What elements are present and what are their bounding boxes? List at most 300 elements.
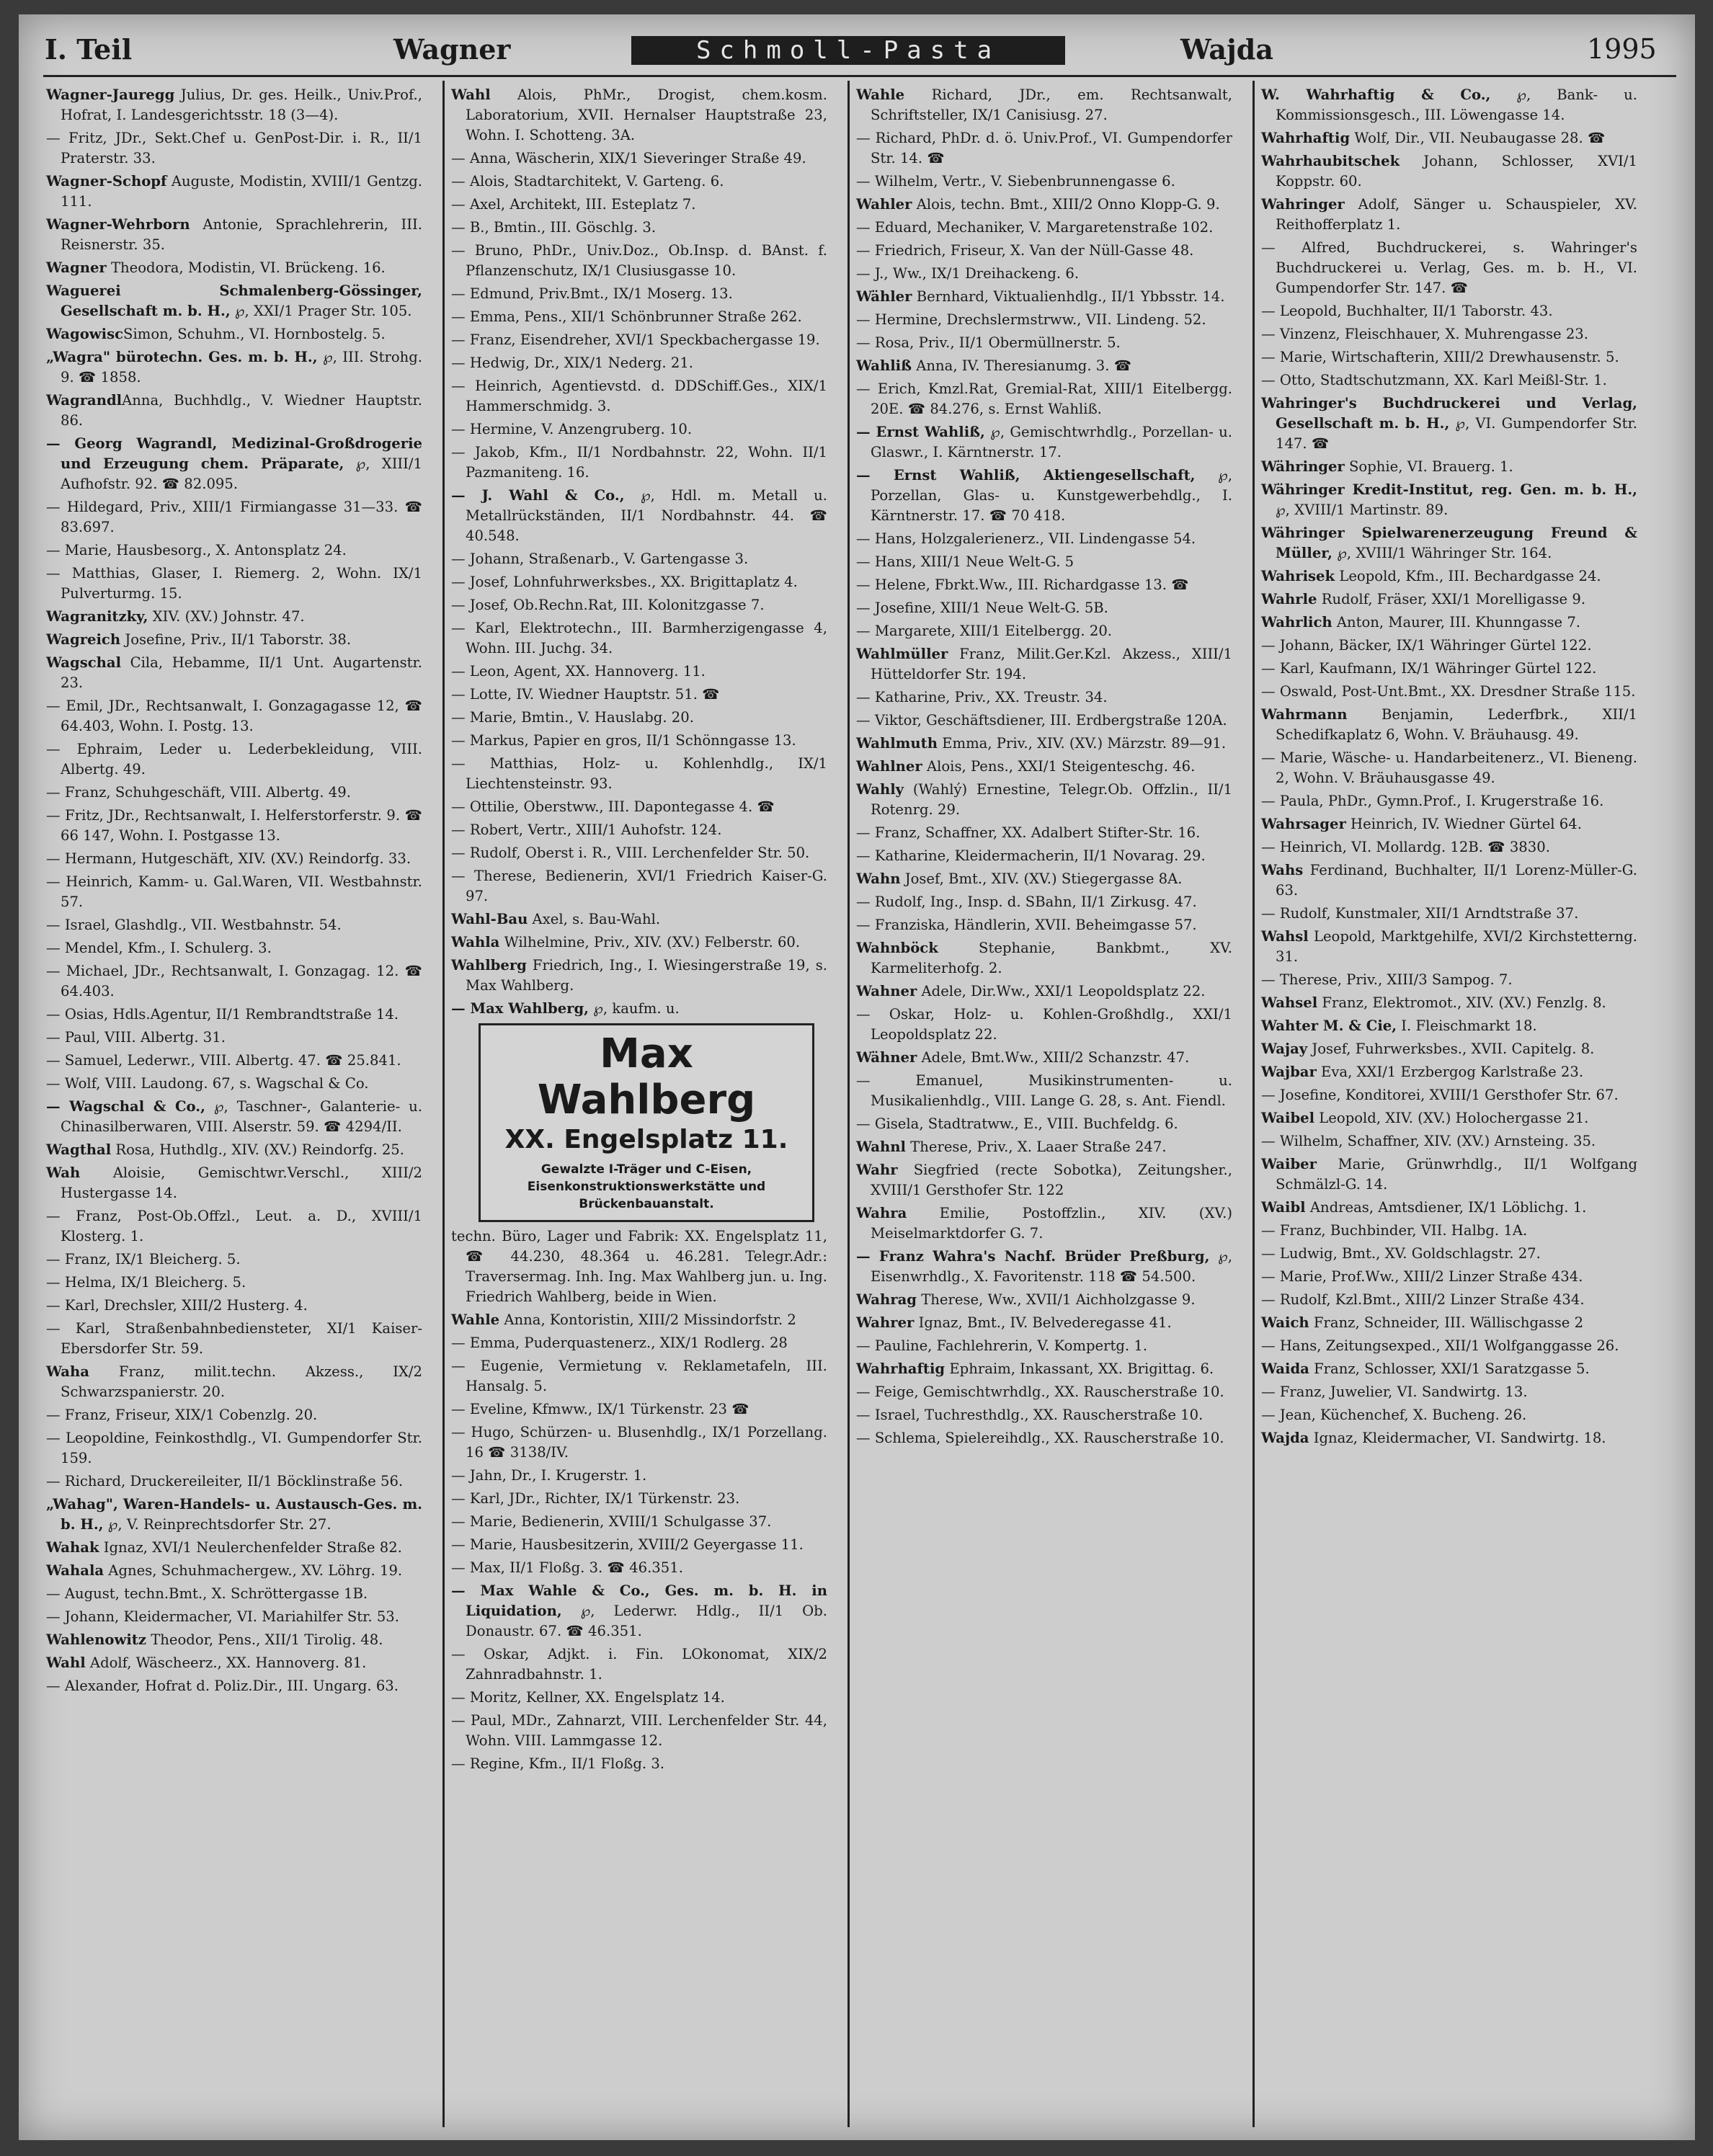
- directory-entry: [45, 1494, 425, 1535]
- directory-entry: [45, 1097, 425, 1137]
- directory-entry: [450, 797, 830, 817]
- entry-details: ℘, XIII/1 Aufhofstr. 92. ☎ 82.095.: [61, 455, 422, 492]
- entry-name: Wahala: [46, 1562, 104, 1579]
- directory-entry: [1260, 1405, 1640, 1425]
- directory-entry: [450, 932, 830, 953]
- entry-details: — Marie, Bedienerin, XVIII/1 Schulgasse 37.: [451, 1513, 772, 1530]
- entry-name: Waiber: [1261, 1156, 1317, 1172]
- advertisement-title: Max Wahlberg: [537, 1030, 756, 1123]
- entry-name: Wahlmuth: [856, 735, 938, 752]
- entry-name: Wagreich: [46, 631, 121, 648]
- directory-entry: [450, 572, 830, 592]
- entry-name: Wahringer's Buchdruckerei und Verlag, Gesellschaft m. b. H.,: [1261, 395, 1637, 432]
- entry-name: — Ernst Wahliß,: [856, 424, 985, 440]
- directory-entry: [855, 892, 1235, 912]
- directory-entry: [450, 909, 830, 930]
- directory-entry: [45, 1653, 425, 1673]
- entry-details: — August, techn.Bmt., X. Schröttergasse 1B.: [46, 1585, 368, 1602]
- entry-name: Wahnl: [856, 1139, 906, 1155]
- entry-details: ℘, Eisenwrhdlg., X. Favoritenstr. 118 ☎ 54.500.: [871, 1248, 1233, 1285]
- entry-details: Ephraim, Inkassant, XX. Brigittag. 6.: [945, 1360, 1214, 1377]
- directory-entry: [855, 1428, 1235, 1448]
- entry-name: Wahsl: [1261, 928, 1309, 945]
- directory-entry: [45, 215, 425, 255]
- entry-details: Cila, Hebamme, II/1 Unt. Augartenstr. 23.: [61, 654, 422, 691]
- directory-entry: [45, 347, 425, 388]
- entry-details: — Marie, Hausbesitzerin, XVIII/2 Geyergasse 11.: [451, 1536, 804, 1553]
- entry-name: Wahrer: [856, 1314, 915, 1331]
- directory-entry: [855, 333, 1235, 353]
- directory-entry: [45, 938, 425, 958]
- directory-entry: [45, 258, 425, 278]
- directory-entry: [45, 1296, 425, 1316]
- directory-entry: [450, 549, 830, 569]
- entry-details: — Markus, Papier en gros, II/1 Schönngasse 13.: [451, 732, 796, 749]
- directory-entry: [45, 806, 425, 846]
- entry-details: ℘, Hdl. m. Metall u. Metallrückständen, II/1 Nordbahnstr. 44. ☎ 40.548.: [466, 487, 828, 544]
- entry-details: Marie, Grünwrhdlg., II/1 Wolfgang Schmälzl-G. 14.: [1276, 1156, 1637, 1193]
- directory-entry: [45, 1140, 425, 1160]
- directory-entry: [855, 1114, 1235, 1134]
- part-label: I. Teil: [45, 33, 133, 66]
- directory-entry: [450, 956, 830, 996]
- entry-details: — Rosa, Priv., II/1 Obermüllnerstr. 5.: [856, 334, 1121, 351]
- entry-details: Johann, Schlosser, XVI/1 Koppstr. 60.: [1276, 153, 1637, 190]
- entry-details: — Katharine, Kleidermacherin, II/1 Novarag. 29.: [856, 847, 1206, 864]
- advertisement-description: Gewalzte I-Träger und C-Eisen, Eisenkonstruktionswerkstätte und Brückenbauanstalt.: [527, 1162, 766, 1211]
- entry-details: — Helma, IX/1 Bleicherg. 5.: [46, 1274, 246, 1291]
- entry-details: — Vinzenz, Fleischhauer, X. Muhrengasse 23.: [1261, 326, 1588, 342]
- directory-entry: [450, 1356, 830, 1396]
- directory-entry: [450, 731, 830, 751]
- entry-details: Axel, s. Bau-Wahl.: [528, 911, 661, 927]
- entry-details: — Oskar, Holz- u. Kohlen-Großhdlg., XXI/1 Leopoldsplatz 22.: [856, 1006, 1232, 1043]
- entry-details: — Edmund, Priv.Bmt., IX/1 Moserg. 13.: [451, 285, 733, 302]
- directory-entry: [45, 872, 425, 912]
- directory-entry: [45, 961, 425, 1002]
- directory-entry: [1260, 1039, 1640, 1059]
- directory-entry: [1260, 128, 1640, 148]
- entry-details: Theodor, Pens., XII/1 Tirolig. 48.: [146, 1631, 383, 1648]
- directory-entry: [1260, 301, 1640, 321]
- entry-details: — Hans, Holzgalerienerz., VII. Lindengasse 54.: [856, 530, 1196, 547]
- entry-details: — Anna, Wäscherin, XIX/1 Sieveringer Straße 49.: [451, 150, 806, 166]
- entry-details: — Eugenie, Vermietung v. Reklametafeln, III. Hansalg. 5.: [451, 1358, 827, 1394]
- directory-entry: [45, 172, 425, 212]
- entry-name: Waha: [46, 1363, 89, 1380]
- directory-entry: [450, 595, 830, 615]
- directory-entry: [45, 564, 425, 604]
- entry-details: Heinrich, IV. Wiedner Gürtel 64.: [1345, 816, 1582, 832]
- directory-entry: [1260, 1062, 1640, 1082]
- entry-details: — Margarete, XIII/1 Eitelbergg. 20.: [856, 623, 1113, 639]
- entry-details: Adolf, Sänger u. Schauspieler, XV. Reithofferplatz 1.: [1276, 196, 1637, 233]
- entry-details: Alois, Pens., XXI/1 Steigenteschg. 46.: [922, 758, 1196, 775]
- directory-entry: [1260, 1016, 1640, 1036]
- entry-name: Wagranitzky,: [46, 608, 148, 625]
- directory-entry: [450, 1310, 830, 1330]
- directory-entry: [855, 621, 1235, 641]
- entry-details: — Rudolf, Oberst i. R., VIII. Lerchenfelder Str. 50.: [451, 845, 810, 861]
- entry-details: — Wolf, VIII. Laudong. 67, s. Wagschal & Co.: [46, 1075, 369, 1092]
- entry-details: — Johann, Kleidermacher, VI. Mariahilfer Str. 53.: [46, 1608, 399, 1625]
- column-1: [45, 85, 425, 2130]
- entry-details: — Marie, Wirtschafterin, XIII/2 Drewhausenstr. 5.: [1261, 349, 1619, 365]
- directory-entry: [45, 1561, 425, 1581]
- entry-details: — Franz, Schaffner, XX. Adalbert Stifter-Str. 16.: [856, 824, 1201, 841]
- entry-details: — Hermine, Drechslermstrww., VII. Lindeng. 52.: [856, 311, 1206, 328]
- entry-name: Wahrlich: [1261, 614, 1332, 631]
- directory-entry: [855, 287, 1235, 307]
- entry-details: Julius, Dr. ges. Heilk., Univ.Prof., Hofrat, I. Landesgerichtsstr. 18 (3—4).: [61, 86, 422, 123]
- column-divider: [1253, 81, 1255, 2127]
- entry-details: Josef, Bmt., XIV. (XV.) Stiegergasse 8A.: [900, 870, 1183, 887]
- directory-entry: [1260, 904, 1640, 924]
- directory-entry: [45, 1538, 425, 1558]
- column-divider: [847, 81, 850, 2127]
- entry-details: — Leopold, Buchhalter, II/1 Taborstr. 43.: [1261, 303, 1553, 319]
- directory-page: [19, 14, 1695, 2140]
- entry-details: Andreas, Amtsdiener, IX/1 Löblichg. 1.: [1305, 1199, 1587, 1216]
- entry-details: Sophie, VI. Brauerg. 1.: [1344, 458, 1513, 475]
- header-rule: [43, 75, 1676, 77]
- entry-details: — Alois, Stadtarchitekt, V. Garteng. 6.: [451, 173, 724, 190]
- entry-details: — Ludwig, Bmt., XV. Goldschlagstr. 27.: [1261, 1245, 1541, 1262]
- entry-name: Wahner: [856, 983, 917, 999]
- entry-name: Wahla: [451, 934, 500, 950]
- entry-details: Adele, Bmt.Ww., XIII/2 Schanzstr. 47.: [917, 1049, 1190, 1066]
- directory-entry: [855, 264, 1235, 284]
- directory-entry: [1260, 837, 1640, 858]
- entry-name: Wähner: [856, 1049, 917, 1066]
- entry-details: — Pauline, Fachlehrerin, V. Kompertg. 1.: [856, 1337, 1148, 1354]
- entry-name: Wähler: [856, 288, 912, 305]
- column-divider: [442, 81, 445, 2127]
- entry-name: Wahle: [856, 86, 905, 103]
- directory-entry: [45, 1584, 425, 1604]
- entry-details: — Hugo, Schürzen- u. Blusenhdlg., IX/1 Porzellang. 16 ☎ 3138/IV.: [451, 1424, 827, 1461]
- directory-entry: [855, 823, 1235, 843]
- entry-details: — Karl, Elektrotechn., III. Barmherzigengasse 4, Wohn. III. Juchg. 34.: [451, 620, 827, 656]
- entry-details: Emilie, Postoffzlin., XIV. (XV.) Meiselmarktdorfer G. 7.: [871, 1205, 1232, 1242]
- directory-entry: [1260, 970, 1640, 990]
- directory-entry: [450, 85, 830, 146]
- directory-entry: [855, 981, 1235, 1002]
- entry-details: — Josefine, Konditorei, XVIII/1 Gersthofer Str. 67.: [1261, 1087, 1619, 1103]
- entry-details: — Marie, Wäsche- u. Handarbeitenerz., VI. Bieneng. 2, Wohn. V. Bräuhausgasse 49.: [1261, 749, 1637, 786]
- directory-entry: [450, 1512, 830, 1532]
- directory-entry: [45, 391, 425, 431]
- directory-entry: [45, 1004, 425, 1025]
- directory-entry: [855, 869, 1235, 889]
- directory-entry: [855, 466, 1235, 526]
- entry-details: — Leopoldine, Feinkosthdlg., VI. Gumpendorfer Str. 159.: [46, 1430, 422, 1466]
- directory-entry: [1260, 1085, 1640, 1105]
- directory-entry: [45, 1405, 425, 1425]
- directory-entry: [855, 552, 1235, 572]
- page-header: [19, 14, 1695, 76]
- entry-details: — Richard, PhDr. d. ö. Univ.Prof., VI. Gumpendorfer Str. 14. ☎: [856, 130, 1232, 166]
- directory-entry: [855, 529, 1235, 549]
- directory-entry: [45, 653, 425, 693]
- entry-details: — Johann, Straßenarb., V. Gartengasse 3.: [451, 551, 749, 567]
- directory-entry: [1260, 370, 1640, 391]
- entry-details: ℘, III. Strohg. 9. ☎ 1858.: [61, 349, 423, 386]
- entry-name: Wagner-Wehrborn: [46, 216, 190, 233]
- directory-entry: [450, 1333, 830, 1353]
- entry-name: Wajay: [1261, 1041, 1308, 1057]
- directory-entry: [45, 1273, 425, 1293]
- entry-details: Franz, Milit.Ger.Kzl. Akzess., XIII/1 Hütteldorfer Str. 194.: [871, 646, 1232, 682]
- entry-name: — Franz Wahra's Nachf. Brüder Preßburg,: [856, 1248, 1210, 1265]
- entry-details: — Hans, XIII/1 Neue Welt-G. 5: [856, 553, 1074, 570]
- directory-entry: [855, 687, 1235, 708]
- entry-name: Waibl: [1261, 1199, 1306, 1216]
- column-2: [450, 85, 830, 2130]
- directory-entry: [1260, 791, 1640, 811]
- entry-details: — Franz, Buchbinder, VII. Halbg. 1A.: [1261, 1222, 1528, 1239]
- entry-details: — Paula, PhDr., Gymn.Prof., I. Krugerstraße 16.: [1261, 793, 1604, 809]
- entry-name: „Wagra" bürotechn. Ges. m. b. H.,: [46, 349, 318, 365]
- directory-entry: [45, 1607, 425, 1627]
- entry-details: — Osias, Hdls.Agentur, II/1 Rembrandtstraße 14.: [46, 1006, 399, 1023]
- entry-name: Wajbar: [1261, 1064, 1317, 1080]
- entry-details: — Israel, Glashdlg., VII. Westbahnstr. 54.: [46, 917, 342, 933]
- directory-entry: [450, 218, 830, 238]
- directory-entry: [450, 662, 830, 682]
- entry-name: Waguerei Schmalenberg-Gössinger, Gesellschaft m. b. H.,: [46, 282, 422, 319]
- directory-entry: [45, 1051, 425, 1071]
- entry-details: — Alexander, Hofrat d. Poliz.Dir., III. Ungarg. 63.: [46, 1678, 399, 1694]
- directory-entry: [1260, 1267, 1640, 1287]
- directory-entry: [450, 1422, 830, 1463]
- directory-entry: [855, 575, 1235, 595]
- entry-details: — Franz, Friseur, XIX/1 Cobenzlg. 20.: [46, 1407, 318, 1423]
- directory-entry: [1260, 612, 1640, 633]
- directory-entry: [45, 915, 425, 935]
- entry-details: — Michael, JDr., Rechtsanwalt, I. Gonzagag. 12. ☎ 64.403.: [46, 963, 422, 999]
- entry-details: — Marie, Prof.Ww., XIII/2 Linzer Straße 434.: [1261, 1268, 1583, 1285]
- entry-details: ℘, V. Reinprechtsdorfer Str. 27.: [103, 1516, 332, 1533]
- entry-details: Emma, Priv., XIV. (XV.) Märzstr. 89—91.: [937, 735, 1227, 752]
- entry-details: — Ottilie, Oberstww., III. Dapontegasse 4. ☎: [451, 798, 775, 815]
- directory-entry: [45, 1206, 425, 1247]
- entry-details: — J., Ww., IX/1 Dreihackeng. 6.: [856, 265, 1080, 282]
- entry-name: Wagthal: [46, 1141, 112, 1158]
- entry-details: — Jakob, Kfm., II/1 Nordbahnstr. 22, Wohn. II/1 Pazmaniteng. 16.: [451, 444, 827, 481]
- directory-entry: [855, 710, 1235, 731]
- entry-details: — Johann, Bäcker, IX/1 Währinger Gürtel 122.: [1261, 637, 1592, 654]
- entry-details: Therese, Priv., X. Laaer Straße 247.: [905, 1139, 1167, 1155]
- directory-entry: [855, 734, 1235, 754]
- entry-details: Franz, Schlosser, XXI/1 Saratzgasse 5.: [1309, 1360, 1590, 1377]
- directory-entry: [45, 739, 425, 780]
- directory-entry: [855, 1359, 1235, 1379]
- entry-details: — Matthias, Glaser, I. Riemerg. 2, Wohn. IX/1 Pulverturmg. 15.: [46, 565, 422, 602]
- entry-details: — Emma, Puderquastenerz., XIX/1 Rodlerg. 28: [451, 1335, 788, 1351]
- directory-entry: [45, 607, 425, 627]
- entry-details: Josefine, Priv., II/1 Taborstr. 38.: [120, 631, 352, 648]
- entry-details: Siegfried (recte Sobotka), Zeitungsher., XVIII/1 Gersthofer Str. 122: [871, 1162, 1232, 1198]
- directory-entry: [45, 434, 425, 494]
- directory-entry: [1260, 1198, 1640, 1218]
- entry-details: — Franz, Schuhgeschäft, VIII. Albertg. 49.: [46, 784, 351, 801]
- directory-entry: [45, 497, 425, 538]
- directory-entry: [1260, 480, 1640, 520]
- entry-details: — Max, II/1 Floßg. 3. ☎ 46.351.: [451, 1559, 683, 1576]
- entry-details: ℘, Lederwr. Hdlg., II/1 Ob. Donaustr. 67. ☎ 46.351.: [466, 1603, 827, 1639]
- entry-details: — Marie, Bmtin., V. Hauslabg. 20.: [451, 709, 694, 726]
- directory-entry: [855, 172, 1235, 192]
- entry-details: — Therese, Priv., XIII/3 Sampog. 7.: [1261, 971, 1513, 988]
- entry-details: — Wilhelm, Schaffner, XIV. (XV.) Arnsteing. 35.: [1261, 1133, 1596, 1149]
- entry-details: Leopold, Kfm., III. Bechardgasse 24.: [1335, 568, 1601, 584]
- directory-entry: [855, 1137, 1235, 1157]
- entry-details: — Fritz, JDr., Sekt.Chef u. GenPost-Dir. i. R., II/1 Praterstr. 33.: [46, 130, 422, 166]
- entry-name: Wah: [46, 1164, 81, 1181]
- directory-entry: [450, 1711, 830, 1751]
- entry-name: „Wahag", Waren-Handels- u. Austausch-Ges. m. b. H.,: [46, 1496, 422, 1533]
- entry-details: I. Fleischmarkt 18.: [1397, 1017, 1537, 1034]
- directory-entry: [45, 1163, 425, 1203]
- directory-entry: [450, 999, 830, 1019]
- entry-name: Wahak: [46, 1539, 99, 1556]
- directory-entry: [855, 1336, 1235, 1356]
- directory-entry: [855, 1160, 1235, 1200]
- directory-entry: [1260, 860, 1640, 901]
- wahlberg-advertisement: [479, 1023, 814, 1222]
- entry-details: — Rudolf, Kunstmaler, XII/1 Arndtstraße 37.: [1261, 905, 1579, 922]
- directory-entry: [450, 1558, 830, 1578]
- directory-entry: [450, 618, 830, 659]
- entry-details: — Hedwig, Dr., XIX/1 Nederg. 21.: [451, 355, 694, 371]
- entry-name: Wahler: [856, 196, 912, 213]
- directory-entry: [450, 442, 830, 483]
- directory-entry: [450, 241, 830, 281]
- entry-name: Waida: [1261, 1360, 1309, 1377]
- entry-details: ℘, XVIII/1 Währinger Str. 164.: [1332, 545, 1552, 561]
- entry-details: — Josefine, XIII/1 Neue Welt-G. 5B.: [856, 600, 1108, 616]
- entry-details: — Josef, Lohnfuhrwerksbes., XX. Brigittaplatz 4.: [451, 574, 798, 590]
- directory-entry: [450, 685, 830, 705]
- entry-details: Leopold, XIV. (XV.) Holochergasse 21.: [1314, 1110, 1589, 1126]
- entry-name: Wahrag: [856, 1291, 917, 1308]
- directory-entry: [1260, 195, 1640, 235]
- entry-name: — Max Wahle & Co., Ges. m. b. H. in Liquidation,: [451, 1582, 827, 1619]
- directory-entry: [1260, 1359, 1640, 1379]
- directory-entry: [450, 866, 830, 906]
- entry-name: Wahliß: [856, 357, 912, 374]
- entry-details: Auguste, Modistin, XVIII/1 Gentzg. 111.: [61, 173, 422, 210]
- directory-entry: [450, 1466, 830, 1486]
- entry-details: Bernhard, Viktualienhdlg., II/1 Ybbsstr. 14.: [912, 288, 1225, 305]
- advertisement-banner: Schmoll-Pasta: [631, 36, 1065, 65]
- directory-entry: [450, 1226, 830, 1307]
- entry-name: Wahn: [856, 870, 901, 887]
- directory-entry: [855, 644, 1235, 685]
- directory-entry: [450, 1399, 830, 1420]
- entry-name: Wahrhaftig: [856, 1360, 946, 1377]
- directory-entry: [450, 1581, 830, 1642]
- directory-entry: [855, 1247, 1235, 1287]
- entry-name: Wahrle: [1261, 591, 1317, 607]
- entry-details: Anna, IV. Theresianumg. 3. ☎: [912, 357, 1132, 374]
- directory-entry: [1260, 1154, 1640, 1195]
- running-head-right: Wajda: [1180, 33, 1273, 66]
- directory-entry: [855, 757, 1235, 777]
- directory-entry: [450, 172, 830, 192]
- entry-details: — Emanuel, Musikinstrumenten- u. Musikalienhdlg., VIII. Lange G. 28, s. Ant. Fiendl.: [856, 1072, 1232, 1109]
- directory-entry: [450, 330, 830, 350]
- entry-details: Friedrich, Ing., I. Wiesingerstraße 19, s. Max Wahlberg.: [466, 957, 827, 994]
- directory-entry: [1260, 566, 1640, 587]
- entry-details: XIV. (XV.) Johnstr. 47.: [148, 608, 305, 625]
- directory-entry: [855, 1382, 1235, 1402]
- entry-name: Wahl: [46, 1654, 86, 1671]
- entry-details: — Karl, JDr., Richter, IX/1 Türkenstr. 23.: [451, 1490, 740, 1507]
- directory-entry: [1260, 347, 1640, 368]
- page-number: 1995: [1587, 33, 1657, 65]
- entry-name: Wahly: [856, 781, 904, 798]
- directory-entry: [855, 85, 1235, 125]
- entry-details: Ignaz, XVI/1 Neulerchenfelder Straße 82.: [99, 1539, 402, 1556]
- entry-details: Anton, Maurer, III. Khunngasse 7.: [1332, 614, 1581, 631]
- entry-details: — Viktor, Geschäftsdiener, III. Erdbergstraße 120A.: [856, 712, 1227, 729]
- directory-entry: [855, 1313, 1235, 1333]
- entry-name: Wahlberg: [451, 957, 527, 974]
- directory-entry: [45, 783, 425, 803]
- directory-entry: [450, 1535, 830, 1555]
- directory-entry: [855, 1290, 1235, 1310]
- directory-entry: [45, 849, 425, 869]
- entry-details: Franz, Schneider, III. Wällischgasse 2: [1309, 1314, 1584, 1331]
- entry-name: — Max Wahlberg,: [451, 1000, 589, 1017]
- entry-details: — Paul, VIII. Albertg. 31.: [46, 1029, 226, 1046]
- entry-details: — Therese, Bedienerin, XVI/1 Friedrich Kaiser-G. 97.: [451, 868, 827, 904]
- entry-details: — Marie, Hausbesorg., X. Antonsplatz 24.: [46, 542, 347, 558]
- directory-entry: [1260, 659, 1640, 679]
- entry-details: — Karl, Drechsler, XIII/2 Husterg. 4.: [46, 1297, 308, 1314]
- directory-entry: [1260, 814, 1640, 834]
- directory-entry: [855, 241, 1235, 261]
- entry-name: W. Wahrhaftig & Co.,: [1261, 86, 1491, 103]
- directory-entry: [855, 1071, 1235, 1111]
- directory-entry: [1260, 1336, 1640, 1356]
- directory-entry: [45, 85, 425, 125]
- directory-entry: [1260, 393, 1640, 454]
- directory-entry: [1260, 1290, 1640, 1310]
- directory-entry: [450, 148, 830, 169]
- entry-details: — Franz, IX/1 Bleicherg. 5.: [46, 1251, 241, 1268]
- entry-name: Wahl: [451, 86, 491, 103]
- entry-details: Josef, Fuhrwerksbes., XVII. Capitelg. 8.: [1307, 1041, 1595, 1057]
- entry-details: ℘, Porzellan, Glas- u. Kunstgewerbehdlg., I. Kärntnerstr. 17. ☎ 70 418.: [871, 467, 1233, 524]
- entry-name: Wahrhaubitschek: [1261, 153, 1400, 169]
- directory-entry: [1260, 636, 1640, 656]
- directory-entry: [450, 820, 830, 840]
- entry-name: Wahs: [1261, 862, 1304, 878]
- directory-entry: [1260, 993, 1640, 1013]
- entry-name: — Ernst Wahliß, Aktiengesellschaft,: [856, 467, 1196, 484]
- directory-entry: [1260, 151, 1640, 192]
- directory-entry: [45, 1319, 425, 1359]
- entry-details: — Franz, Eisendreher, XVI/1 Speckbachergasse 19.: [451, 331, 820, 348]
- directory-entry: [1260, 324, 1640, 344]
- entry-details: — Erich, Kmzl.Rat, Gremial-Rat, XIII/1 Eitelbergg. 20E. ☎ 84.276, s. Ernst Wahliß.: [856, 380, 1232, 417]
- entry-details: — Hans, Zeitungsexped., XII/1 Wolfganggasse 26.: [1261, 1337, 1619, 1354]
- entry-details: — Mendel, Kfm., I. Schulerg. 3.: [46, 940, 272, 956]
- entry-details: — Feige, Gemischtwrhdlg., XX. Rauscherstraße 10.: [856, 1384, 1224, 1400]
